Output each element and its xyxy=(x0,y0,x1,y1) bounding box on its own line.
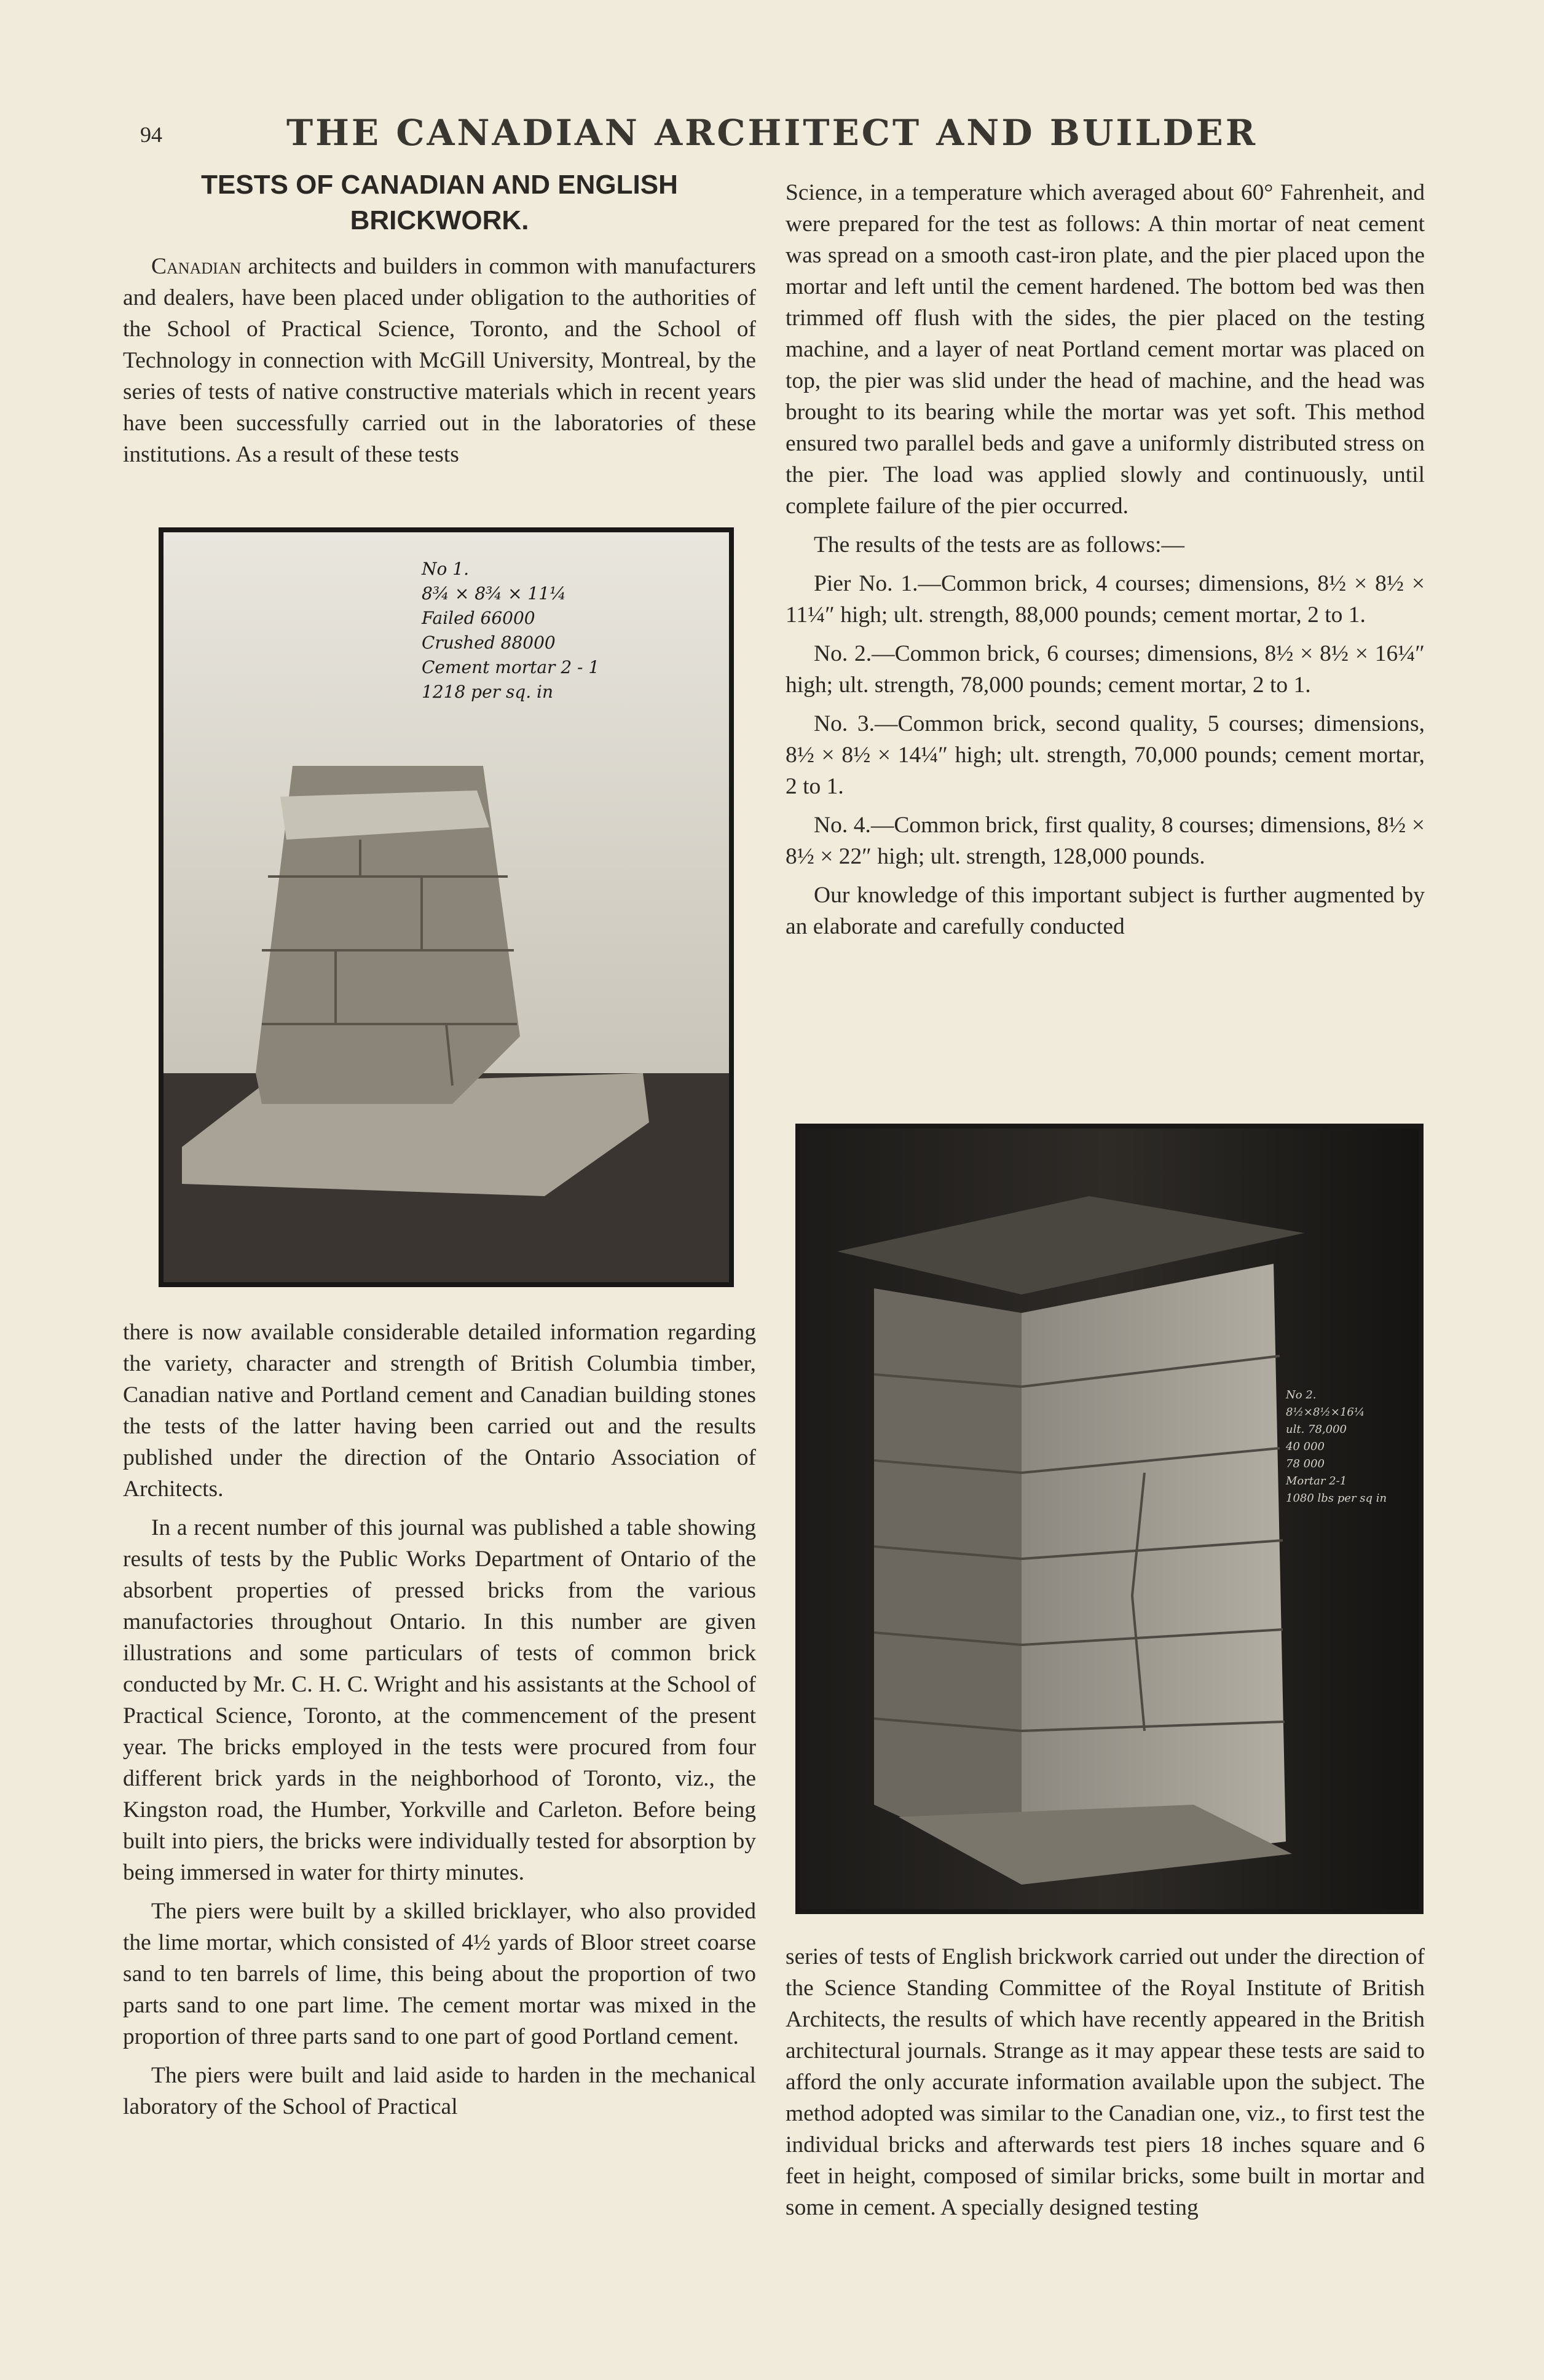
photo-1-handwritten-note xyxy=(422,557,599,704)
note-line: ult. 78,000 xyxy=(1286,1423,1347,1436)
note-line: Crushed 88000 xyxy=(422,632,556,653)
paragraph: In a recent number of this journal was published a table showing results of tests by the Public Works Department of Ontario of the absorbent properties of pressed bricks from the various manufactories throughout Ontario. In this number are given illustrations and some particulars of tests of common brick conducted by Mr. C. H. C. Wright and his assistants at the School of Practical Science, Toronto, at the commencement of the present year. The bricks employed in the tests were procured from four different brick yards in the neighborhood of Toronto, viz., the Kingston road, the Humber, Yorkville and Carleton. Before being built into piers, the bricks were individually tested for absorption by being immersed in water for thirty minutes. xyxy=(123,1515,756,1885)
note-line: Cement mortar 2 - 1 xyxy=(422,657,600,677)
lead-word: Canadian xyxy=(151,254,242,279)
photo-pier-2-image xyxy=(800,1129,1419,1909)
paragraph: The results of the tests are as follows:— xyxy=(814,532,1184,558)
left-column-top xyxy=(123,167,756,478)
note-line: No 2. xyxy=(1286,1389,1317,1401)
running-title: THE CANADIAN ARCHITECT AND BUILDER xyxy=(286,112,1258,154)
note-line: 1218 per sq. in xyxy=(422,682,554,702)
photo-pier-no-2 xyxy=(795,1124,1424,1914)
results-item: Pier No. 1.—Common brick, 4 courses; dimensions, 8½ × 8½ × 11¼″ high; ult. strength, 88,000 pounds; cement mortar, 2 to 1. xyxy=(786,571,1425,628)
photo-2-handwritten-note xyxy=(1286,1387,1387,1507)
note-line: No 1. xyxy=(422,559,469,579)
note-line: 78 000 xyxy=(1286,1457,1325,1470)
results-item: No. 4.—Common brick, first quality, 8 courses; dimensions, 8½ × 8½ × 22″ high; ult. strength, 128,000 pounds. xyxy=(786,813,1425,869)
paragraph-text: architects and builders in common with manufacturers and dealers, have been placed under obligation to the authorities of the School of Practical Science, Toronto, and the School of Technology in connection with McGill University, Montreal, by the series of tests of native constructive materials which in recent years have been successfully carried out in the laboratories of these institutions. As a result of these tests xyxy=(123,254,756,467)
paragraph: The piers were built and laid aside to harden in the mechanical laboratory of the School of Practical xyxy=(123,2063,756,2119)
note-line: 8½×8½×16¼ xyxy=(1286,1406,1365,1419)
paragraph xyxy=(123,251,756,470)
paragraph: Science, in a temperature which averaged about 60° Fahrenheit, and were prepared for the test as follows: A thin mortar of neat cement was spread on a smooth cast-iron plate, and the pier placed upon the mortar and left until the cement hardened. The bottom bed was then trimmed off flush with the sides, the pier placed on the testing machine, and a layer of neat Portland cement mortar was placed on top, the pier was slid under the head of machine, and the head was brought to its bearing while the mortar was yet soft. This method ensured two parallel beds and gave a uniformly distributed stress on the pier. The load was applied slowly and continuously, until complete failure of the pier occurred. xyxy=(786,180,1425,519)
paragraph: The piers were built by a skilled bricklayer, who also provided the lime mortar, which consisted of 4½ yards of Bloor street coarse sand to ten barrels of lime, this being about the proportion of two parts sand to one part lime. The cement mortar was mixed in the proportion of three parts sand to one part of good Portland cement. xyxy=(123,1899,756,2049)
note-line: 40 000 xyxy=(1286,1440,1325,1453)
left-column-bottom xyxy=(123,1317,756,2130)
right-column-bottom xyxy=(786,1941,1425,2231)
paragraph: Our knowledge of this important subject is further augmented by an elaborate and carefully conducted xyxy=(786,883,1425,939)
note-line: Mortar 2-1 xyxy=(1286,1475,1347,1488)
results-item: No. 3.—Common brick, second quality, 5 courses; dimensions, 8½ × 8½ × 14¼″ high; ult. strength, 70,000 pounds; cement mortar, 2 to 1. xyxy=(786,711,1425,799)
results-item: No. 2.—Common brick, 6 courses; dimensions, 8½ × 8½ × 16¼″ high; ult. strength, 78,000 pounds; cement mortar, 2 to 1. xyxy=(786,641,1425,698)
article-title: TESTS OF CANADIAN AND ENGLISH BRICKWORK. xyxy=(201,170,678,235)
note-line: Failed 66000 xyxy=(422,608,535,628)
note-line: 8¾ × 8¾ × 11¼ xyxy=(422,583,567,604)
right-column-top xyxy=(786,177,1425,950)
photo-pier-no-1 xyxy=(159,527,734,1287)
paragraph: series of tests of English brickwork carried out under the direction of the Science Standing Committee of the Royal Institute of British Architects, the results of which have recently appeared in the British architectural journals. Strange as it may appear these tests are said to afford the only accurate information available upon the subject. The method adopted was similar to the Canadian one, viz., to first test the individual bricks and afterwards test piers 18 inches square and 6 feet in height, composed of similar bricks, some built in mortar and some in cement. A specially designed testing xyxy=(786,1944,1425,2220)
page-number: 94 xyxy=(140,122,162,147)
note-line: 1080 lbs per sq in xyxy=(1286,1492,1387,1505)
paragraph: there is now available considerable detailed information regarding the variety, character and strength of British Columbia timber, Canadian native and Portland cement and Canadian building stones the tests of the latter having been carried out and the results published under the direction of the Ontario Association of Architects. xyxy=(123,1320,756,1502)
